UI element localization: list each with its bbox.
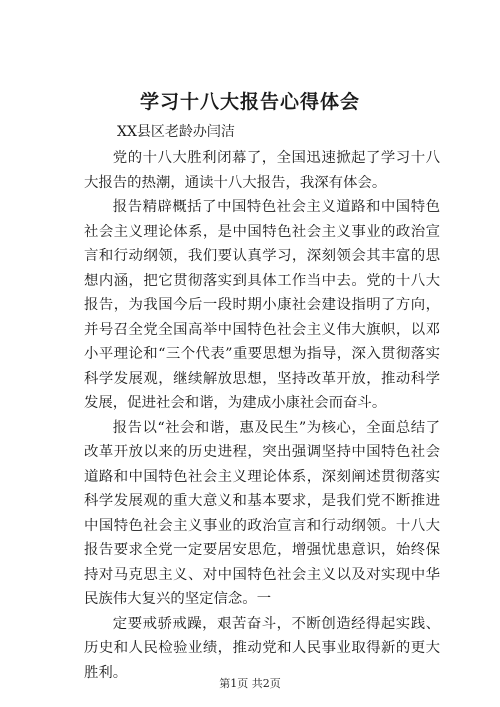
page-number-footer: 第1页 共2页 bbox=[219, 677, 281, 690]
paragraph-1: 党的十八大胜利闭幕了，全国迅速掀起了学习十八大报告的热潮，通读十八大报告，我深有体会。 bbox=[84, 150, 440, 191]
document-title: 学习十八大报告心得体会 bbox=[139, 91, 360, 113]
document-body bbox=[84, 146, 440, 685]
paragraph-2: 报告精辟概括了中国特色社会主义道路和中国特色社会主义理论体系，是中国特色社会主义事业的政治宣言和行动纲领，我们要认真学习，深刻领会其丰富的思想内涵，把它贯彻落实到具体工作当中去。党的十八大报告，为我国今后一段时期小康社会建设指明了方向，并号召全党全国高举中国特色社会主义伟大旗帜，以邓小平理论和“三个代表”重要思想为指导，深入贯彻落实科学发展观，继续解放思想，坚持改革开放，推动科学发展，促进社会和谐，为建成小康社会而奋斗。 bbox=[84, 199, 440, 411]
author-byline: XX县区老龄办闫洁 bbox=[117, 124, 235, 140]
paragraph-3: 报告以“社会和谐，惠及民生”为核心，全面总结了改革开放以来的历史进程，突出强调坚持中国特色社会道路和中国特色社会主义理论体系，深刻阐述贯彻落实科学发展观的重大意义和基本要求，是我们党不断推进中国特色社会主义事业的政治宣言和行动纲领。十八大报告要求全党一定要居安思危，增强忧患意识，始终保持对马克思主义、对中国特色社会主义以及对实现中华民族伟大复兴的坚定信念。一 bbox=[84, 419, 440, 607]
paragraph-4: 定要戒骄戒躁，艰苦奋斗，不断创造经得起实践、历史和人民检验业绩，推动党和人民事业取得新的更大胜利。 bbox=[84, 615, 440, 681]
